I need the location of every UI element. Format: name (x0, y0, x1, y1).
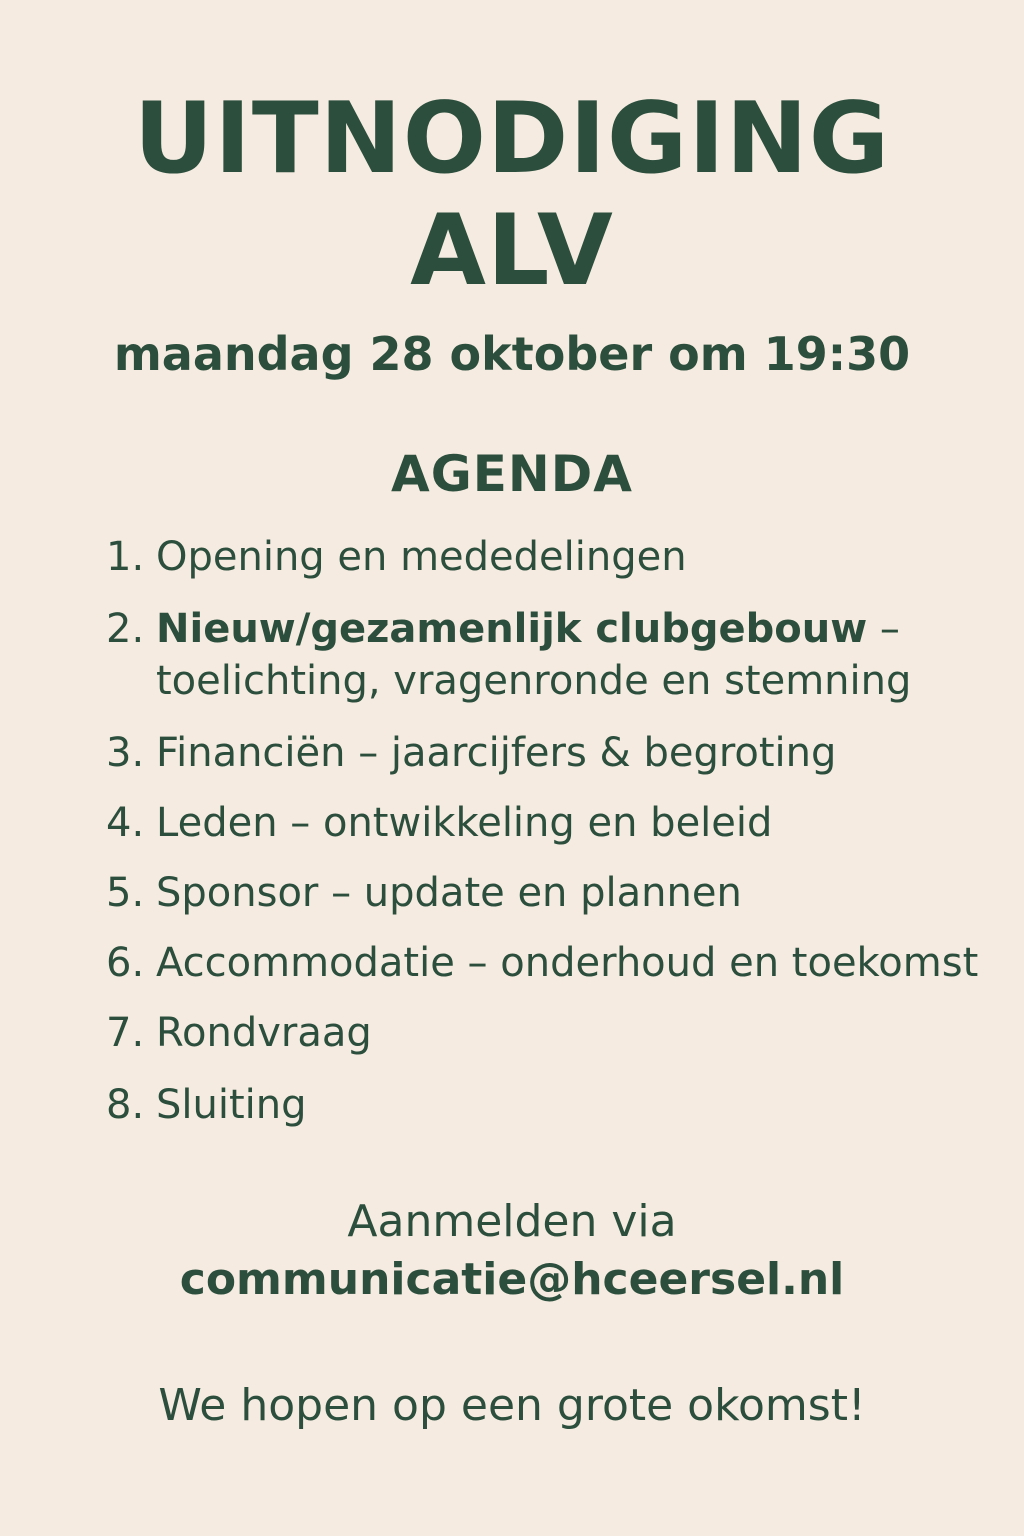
agenda-item-number: 3. (106, 730, 145, 776)
agenda-item-number: 6. (106, 940, 145, 986)
title-line-1: UITNODIGING (133, 82, 891, 196)
agenda-item-text: Accommodatie – onderhoud en toekomst (156, 940, 979, 986)
agenda-item-dash: – (867, 606, 900, 652)
meeting-datetime: maandag 28 oktober om 19:30 (113, 327, 911, 381)
title-line-2: ALV (410, 194, 614, 308)
closing-message: We hopen op een grote okomst! (158, 1380, 866, 1431)
signup-label: Aanmelden via (347, 1196, 677, 1247)
agenda-item-text: Rondvraag (156, 1010, 372, 1056)
agenda-item-number: 7. (106, 1010, 145, 1056)
agenda-item-number: 4. (106, 800, 145, 846)
agenda-heading: AGENDA (391, 445, 633, 503)
agenda-item-text: Sluiting (156, 1082, 307, 1128)
agenda-item-number: 5. (106, 870, 145, 916)
agenda-item-text: Opening en mededelingen (156, 534, 687, 580)
agenda-item-text: Sponsor – update en plannen (156, 870, 742, 916)
agenda-item-number: 8. (106, 1082, 145, 1128)
agenda-item-continuation: toelichting, vragenronde en stemning (156, 658, 912, 704)
agenda-item-text (156, 602, 900, 656)
agenda-item-number: 1. (106, 534, 145, 580)
agenda-item-number: 2. (106, 606, 145, 652)
signup-email: communicatie@hceersel.nl (179, 1254, 845, 1305)
agenda-item-bold-text: Nieuw/gezamenlijk clubgebouw (156, 606, 868, 652)
agenda-item-text: Leden – ontwikkeling en beleid (156, 800, 773, 846)
agenda-item-text: Financiën – jaarcijfers & begroting (156, 730, 837, 776)
